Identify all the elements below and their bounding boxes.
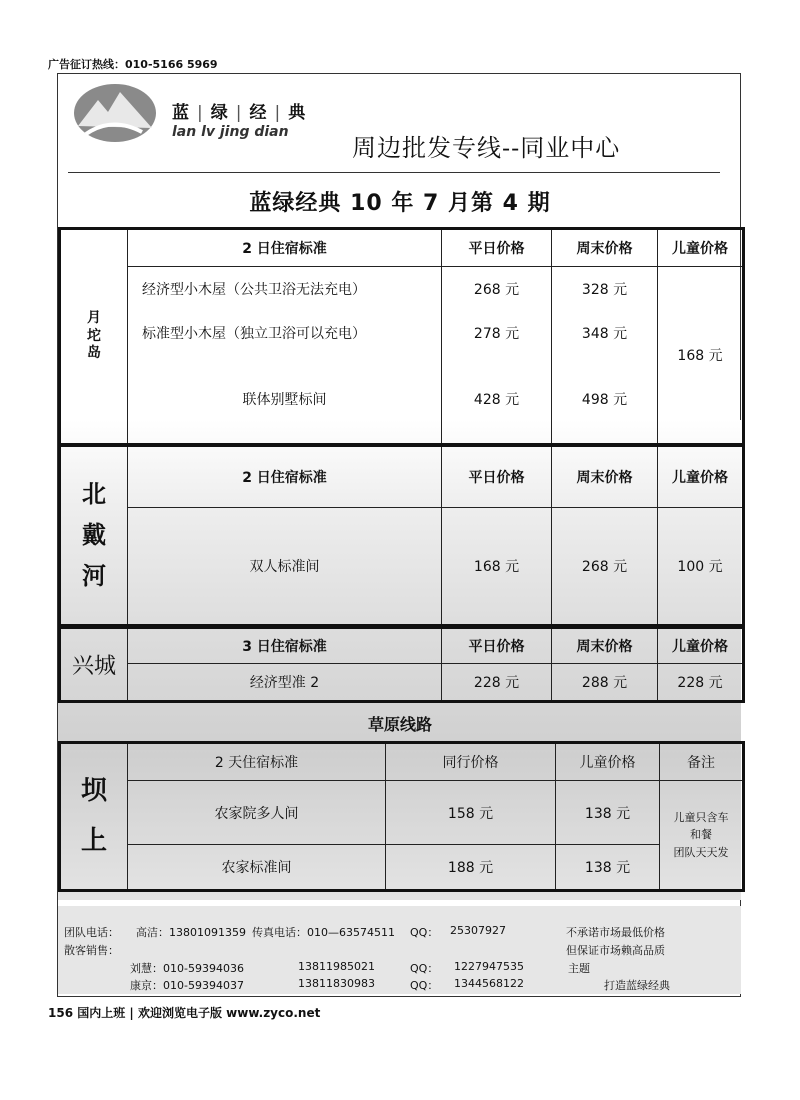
room-name: 联体别墅标间 — [128, 355, 442, 445]
header-cell: 周末价格 — [552, 446, 658, 508]
header-cell: 同行价格 — [386, 743, 556, 781]
header-cell: 3 日住宿标准 — [128, 628, 442, 664]
header-cell: 2 日住宿标准 — [128, 229, 442, 267]
qq-label: QQ： — [410, 979, 439, 992]
promise-line: 但保证市场赖高品质 — [566, 944, 665, 957]
header-cell: 周末价格 — [552, 229, 658, 267]
weekday-price: 228 元 — [442, 664, 552, 702]
place-beidaihe — [60, 446, 128, 626]
ad-hotline: 广告征订热线：010-5166 5969 — [48, 58, 218, 71]
xingcheng-table — [58, 626, 745, 703]
team-label: 团队电话： — [64, 926, 119, 939]
header-cell: 备注 — [660, 743, 744, 781]
header-cell: 儿童价格 — [658, 446, 744, 508]
promise-line: 主题 — [568, 962, 590, 975]
header-cell: 周末价格 — [552, 628, 658, 664]
room-name: 经济型小木屋（公共卫浴无法充电） — [128, 267, 442, 311]
logo-char: 典 — [288, 103, 308, 123]
note-cell — [660, 781, 744, 891]
yuetuo-table — [58, 227, 745, 446]
mountain-logo-icon — [72, 82, 158, 144]
place-char: 岛 — [87, 345, 101, 362]
room-name: 标准型小木屋（独立卫浴可以充电） — [128, 311, 442, 355]
place-yuetuo — [60, 229, 128, 445]
child-price: 138 元 — [556, 781, 660, 845]
qq-number: 1344568122 — [454, 977, 524, 990]
contact-name: 康京：010-59394037 — [130, 979, 244, 992]
weekend-price: 268 元 — [552, 508, 658, 626]
promise-line: 不承诺市场最低价格 — [566, 926, 665, 939]
room-name: 经济型准 2 — [128, 664, 442, 702]
logo-pinyin: lan lv jing dian — [172, 124, 289, 140]
contact-footer — [58, 906, 741, 994]
header-cell: 儿童价格 — [658, 229, 744, 267]
page-footer: 156 国内上班 | 欢迎浏览电子版 www.zyco.net — [48, 1006, 321, 1020]
place-char: 坨 — [87, 327, 101, 344]
contact-mobile: 13811985021 — [298, 960, 375, 973]
room-name: 双人标准间 — [128, 508, 442, 626]
retail-label: 散客销售： — [64, 944, 119, 957]
issue-title: 蓝绿经典 10 年 7 月第 4 期 — [249, 191, 551, 216]
weekday-price: 268 元 — [442, 267, 552, 311]
place-char: 戴 — [82, 521, 106, 550]
team-contact: 高洁：13801091359 — [136, 926, 246, 939]
logo-char: 绿 — [210, 103, 230, 123]
beidaihe-table — [58, 444, 745, 627]
child-price: 100 元 — [658, 508, 744, 626]
place-xingcheng: 兴城 — [60, 628, 128, 702]
note-line: 团队天天发 — [673, 845, 729, 859]
logo-char: 蓝 — [172, 103, 191, 123]
qq-label: QQ： — [410, 962, 439, 975]
header-divider — [68, 172, 720, 173]
note-line: 儿童只含车 — [673, 810, 729, 824]
bashang-table — [58, 741, 745, 892]
peer-price: 158 元 — [386, 781, 556, 845]
place-char: 北 — [82, 480, 106, 509]
slogan: 周边批发专线--同业中心 — [352, 134, 621, 162]
child-price: 228 元 — [658, 664, 744, 702]
place-char: 坝 — [80, 776, 107, 807]
note-line: 和餐 — [690, 828, 712, 842]
place-char: 上 — [80, 825, 107, 856]
steppe-route-title: 草原线路 — [367, 715, 432, 734]
qq-number: 25307927 — [450, 924, 506, 937]
promise-line: 打造蓝绿经典 — [604, 979, 670, 992]
weekend-price: 498 元 — [552, 355, 658, 445]
place-char: 月 — [87, 310, 101, 327]
header-cell: 平日价格 — [442, 628, 552, 664]
room-name: 农家标准间 — [128, 845, 386, 891]
header-cell: 平日价格 — [442, 446, 552, 508]
weekend-price: 328 元 — [552, 267, 658, 311]
header-cell: 2 天住宿标准 — [128, 743, 386, 781]
place-bashang — [60, 743, 128, 891]
weekday-price: 278 元 — [442, 311, 552, 355]
weekend-price: 348 元 — [552, 311, 658, 355]
contact-mobile: 13811830983 — [298, 977, 375, 990]
room-name: 农家院多人间 — [128, 781, 386, 845]
logo-chinese: 蓝 | 绿 | 经 | 典 — [172, 103, 308, 123]
weekday-price: 168 元 — [442, 508, 552, 626]
weekend-price: 288 元 — [552, 664, 658, 702]
qq-number: 1227947535 — [454, 960, 524, 973]
fax-number: 传真电话：010—63574511 — [252, 926, 395, 939]
header-cell: 儿童价格 — [658, 628, 744, 664]
child-price: 138 元 — [556, 845, 660, 891]
qq-label: QQ： — [410, 926, 439, 939]
header-cell: 2 日住宿标准 — [128, 446, 442, 508]
logo-char: 经 — [249, 103, 269, 123]
contact-name: 刘慧：010-59394036 — [130, 962, 244, 975]
weekday-price: 428 元 — [442, 355, 552, 445]
header-cell: 儿童价格 — [556, 743, 660, 781]
child-price: 168 元 — [658, 267, 744, 445]
place-char: 河 — [82, 561, 106, 590]
header-cell: 平日价格 — [442, 229, 552, 267]
peer-price: 188 元 — [386, 845, 556, 891]
